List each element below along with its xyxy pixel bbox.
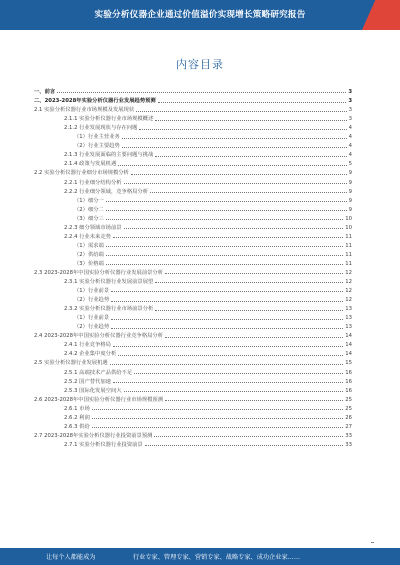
toc-entry[interactable]	[34, 394, 352, 403]
toc-entry[interactable]	[34, 186, 352, 195]
toc-entry-text: （2）细分二	[74, 206, 104, 213]
toc-entry-text: 2.1.2 行业发展现状与存在问题	[64, 125, 138, 132]
toc-entry[interactable]	[34, 222, 352, 231]
toc-heading: 内容目录	[176, 58, 224, 71]
toc-entry-page: 9	[348, 179, 352, 186]
toc-entry-text: 2.1.3 行业发展面临的主要问题与挑战	[64, 152, 154, 159]
toc-leader-dots	[145, 445, 344, 446]
toc-entry-text: 2.2.4 行业未来走势	[64, 233, 111, 240]
toc-entry-page: 9	[348, 206, 352, 213]
toc-entry-text: 2.4.1 行业竞争格局	[64, 342, 111, 349]
toc-leader-dots	[150, 192, 347, 193]
toc-leader-dots	[111, 301, 343, 302]
toc-leader-dots	[131, 174, 347, 175]
toc-leader-dots	[57, 92, 346, 93]
toc-entry[interactable]	[34, 312, 352, 321]
toc-entry[interactable]	[34, 348, 352, 357]
toc-entry-text: （2）行业趋势	[74, 297, 110, 304]
toc-entry-page: 3	[348, 89, 352, 96]
toc-entry-text: （3）价格端	[74, 260, 104, 267]
toc-entry-text: （1）行业前景	[74, 288, 110, 295]
toc-entry-text: （1）需求端	[74, 242, 104, 249]
toc-leader-dots	[122, 147, 347, 148]
toc-entry-page: 9	[348, 170, 352, 177]
toc-entry-page: 10	[345, 215, 352, 222]
toc-entry-text: 2.1.1 实验分析仪器行业市场规模概述	[64, 116, 154, 123]
toc-leader-dots	[158, 102, 347, 103]
toc-entry-page: 13	[345, 324, 352, 331]
toc-entry-text: 2.4.2 企业集中度分析	[64, 351, 117, 358]
toc-entry-text: 2.4 2023-2028年中国实验分析仪器行业竞争格局分析	[34, 333, 164, 340]
toc-entry[interactable]	[34, 357, 352, 366]
toc-entry-text: 2.6 2023-2028年中国实验分析仪器行业市场规模预测	[34, 396, 164, 403]
toc-entry-page: 12	[345, 288, 352, 295]
toc-entry-page: 4	[348, 152, 352, 159]
toc-entry-page: 10	[345, 224, 352, 231]
toc-entry-page: 11	[345, 242, 352, 249]
toc-entry-text: 2.7.1 实验分析仪器行业投资前景	[64, 441, 143, 448]
toc-entry[interactable]	[34, 140, 352, 149]
table-of-contents	[34, 86, 352, 448]
toc-leader-dots	[155, 282, 343, 283]
toc-entry[interactable]	[34, 294, 352, 303]
toc-entry-page: 33	[345, 432, 352, 439]
toc-entry[interactable]	[34, 158, 352, 167]
toc-leader-dots	[154, 436, 343, 437]
toc-entry-page: 15	[345, 360, 352, 367]
toc-entry[interactable]	[34, 240, 352, 249]
toc-entry[interactable]	[34, 113, 352, 122]
toc-leader-dots	[118, 165, 346, 166]
toc-entry-page: 25	[345, 396, 352, 403]
toc-leader-dots	[111, 319, 343, 320]
toc-entry-page: 14	[345, 351, 352, 358]
toc-leader-dots	[106, 210, 347, 211]
toc-entry-text: （2）行业主要趋势	[74, 143, 120, 150]
toc-entry-text: 2.2.2 行业细分领域，竞争格局分析	[64, 188, 149, 195]
toc-leader-dots	[165, 400, 343, 401]
toc-entry[interactable]	[34, 204, 352, 213]
toc-leader-dots	[92, 427, 343, 428]
toc-entry-page: 4	[348, 143, 352, 150]
toc-entry-page: 9	[348, 188, 352, 195]
toc-leader-dots	[155, 120, 346, 121]
toc-entry-text: 2.2.3 细分领域市场前景	[64, 224, 122, 231]
toc-leader-dots	[118, 355, 343, 356]
toc-leader-dots	[113, 237, 343, 238]
toc-entry-text: 一、前言	[34, 89, 56, 96]
toc-entry-page: 9	[348, 197, 352, 204]
toc-entry[interactable]	[34, 339, 352, 348]
toc-entry-page: 11	[345, 233, 352, 240]
toc-leader-dots	[110, 364, 344, 365]
toc-entry-text: （2）行业趋势	[74, 324, 110, 331]
toc-leader-dots	[92, 409, 343, 410]
toc-entry[interactable]	[34, 330, 352, 339]
toc-leader-dots	[155, 156, 346, 157]
toc-entry-text: （1）行业前景	[74, 315, 110, 322]
toc-entry-page: 12	[345, 297, 352, 304]
toc-entry-page: 13	[345, 315, 352, 322]
toc-entry-text: 2.6.3 供给	[64, 423, 90, 430]
toc-entry-page: 16	[345, 378, 352, 385]
header-banner	[0, 0, 400, 30]
toc-entry[interactable]	[34, 213, 352, 222]
toc-leader-dots	[122, 138, 347, 139]
toc-leader-dots	[136, 111, 346, 112]
toc-leader-dots	[165, 337, 343, 338]
toc-entry-text: 2.7 2023-2028年实验分析仪器行业投资前景预测	[34, 432, 153, 439]
toc-entry[interactable]	[34, 285, 352, 294]
footer-slogan-left: 让每个人都能成为	[46, 554, 96, 561]
toc-entry-page: 16	[345, 387, 352, 394]
page-marker	[371, 542, 374, 543]
toc-entry-text: 2.2.1 行业细分结构分析	[64, 179, 122, 186]
toc-entry-page: 14	[345, 333, 352, 340]
toc-leader-dots	[106, 246, 343, 247]
toc-entry[interactable]	[34, 412, 352, 421]
toc-entry[interactable]	[34, 276, 352, 285]
toc-entry[interactable]	[34, 366, 352, 375]
toc-entry-page: 12	[345, 269, 352, 276]
toc-entry[interactable]	[34, 104, 352, 113]
footer-banner	[0, 548, 400, 565]
toc-entry-page: 27	[345, 423, 352, 430]
toc-entry-page: 12	[345, 279, 352, 286]
toc-entry-page: 33	[345, 441, 352, 448]
toc-leader-dots	[124, 391, 344, 392]
toc-entry-text: 2.1 实验分析仪器行业市场规模及发展现状	[34, 107, 135, 114]
toc-leader-dots	[134, 373, 343, 374]
toc-entry-text: 二、2023-2028年实验分析仪器行业发展趋势预测	[34, 98, 156, 105]
toc-entry[interactable]	[34, 231, 352, 240]
toc-entry[interactable]	[34, 249, 352, 258]
toc-entry-page: 3	[348, 107, 352, 114]
toc-entry[interactable]	[34, 376, 352, 385]
toc-leader-dots	[165, 273, 343, 274]
toc-leader-dots	[139, 129, 346, 130]
toc-entry[interactable]	[34, 430, 352, 439]
toc-entry[interactable]	[34, 421, 352, 430]
toc-leader-dots	[124, 228, 344, 229]
toc-entry[interactable]	[34, 176, 352, 185]
toc-leader-dots	[111, 291, 343, 292]
toc-entry-page: 11	[345, 251, 352, 258]
toc-entry[interactable]	[34, 86, 352, 95]
toc-entry-page: 16	[345, 369, 352, 376]
toc-entry-text: 2.3.1 实验分析仪器行业发展前景展望	[64, 279, 154, 286]
toc-entry[interactable]	[34, 95, 352, 104]
toc-leader-dots	[106, 264, 343, 265]
toc-entry-page: 26	[345, 414, 352, 421]
toc-entry-text: 2.6.1 市场	[64, 405, 90, 412]
toc-entry-page: 3	[348, 98, 352, 105]
toc-entry-page: 4	[348, 134, 352, 141]
toc-entry-page: 14	[345, 342, 352, 349]
toc-leader-dots	[155, 310, 343, 311]
toc-entry[interactable]	[34, 385, 352, 394]
toc-leader-dots	[124, 183, 347, 184]
toc-entry[interactable]	[34, 321, 352, 330]
report-title: 实验分析仪器企业通过价值溢价实现增长策略研究报告	[94, 10, 306, 20]
toc-entry[interactable]	[34, 167, 352, 176]
toc-entry-page: 5	[348, 161, 352, 168]
toc-entry-page: 3	[348, 116, 352, 123]
toc-entry[interactable]	[34, 149, 352, 158]
toc-entry-text: 2.3.2 实验分析仪器行业市场前景分析	[64, 306, 154, 313]
toc-entry-page: 25	[345, 405, 352, 412]
toc-leader-dots	[113, 382, 343, 383]
toc-entry[interactable]	[34, 122, 352, 131]
toc-entry-text: （1）细分一	[74, 197, 104, 204]
toc-entry-text: 2.1.4 政策与发展机遇	[64, 161, 117, 168]
toc-entry[interactable]	[34, 403, 352, 412]
toc-entry-text: 2.5.3 国际化发展空间大	[64, 387, 122, 394]
toc-entry-text: （3）细分三	[74, 215, 104, 222]
toc-leader-dots	[106, 255, 343, 256]
footer-slogan-right: 行业专家、管理专家、营销专家、战略专家、成功企业家……	[133, 554, 301, 561]
toc-entry-text: 2.5 实验分析仪器行业发展机遇	[34, 360, 108, 367]
toc-entry[interactable]	[34, 131, 352, 140]
toc-entry[interactable]	[34, 439, 352, 448]
toc-entry-text: 2.5.2 国产替代加速	[64, 378, 111, 385]
toc-entry-text: 2.2 实验分析仪器行业细分市场规模分析	[34, 170, 129, 177]
toc-entry-page: 13	[345, 306, 352, 313]
toc-leader-dots	[111, 328, 343, 329]
toc-entry[interactable]	[34, 303, 352, 312]
toc-entry-page: 4	[348, 125, 352, 132]
toc-entry-text: 2.3 2023-2028年中国实验分析仪器行业发展前景分析	[34, 269, 164, 276]
toc-entry-text: （2）供给端	[74, 251, 104, 258]
toc-entry-text: （1）行业主营业务	[74, 134, 120, 141]
toc-entry-text: 2.6.2 利润	[64, 414, 90, 421]
toc-leader-dots	[113, 346, 343, 347]
toc-entry[interactable]	[34, 267, 352, 276]
toc-leader-dots	[92, 418, 343, 419]
toc-leader-dots	[106, 201, 347, 202]
toc-entry[interactable]	[34, 258, 352, 267]
toc-entry[interactable]	[34, 195, 352, 204]
toc-entry-text: 2.5.1 高端技术产品供给不足	[64, 369, 133, 376]
toc-entry-page: 11	[345, 260, 352, 267]
toc-leader-dots	[106, 219, 343, 220]
